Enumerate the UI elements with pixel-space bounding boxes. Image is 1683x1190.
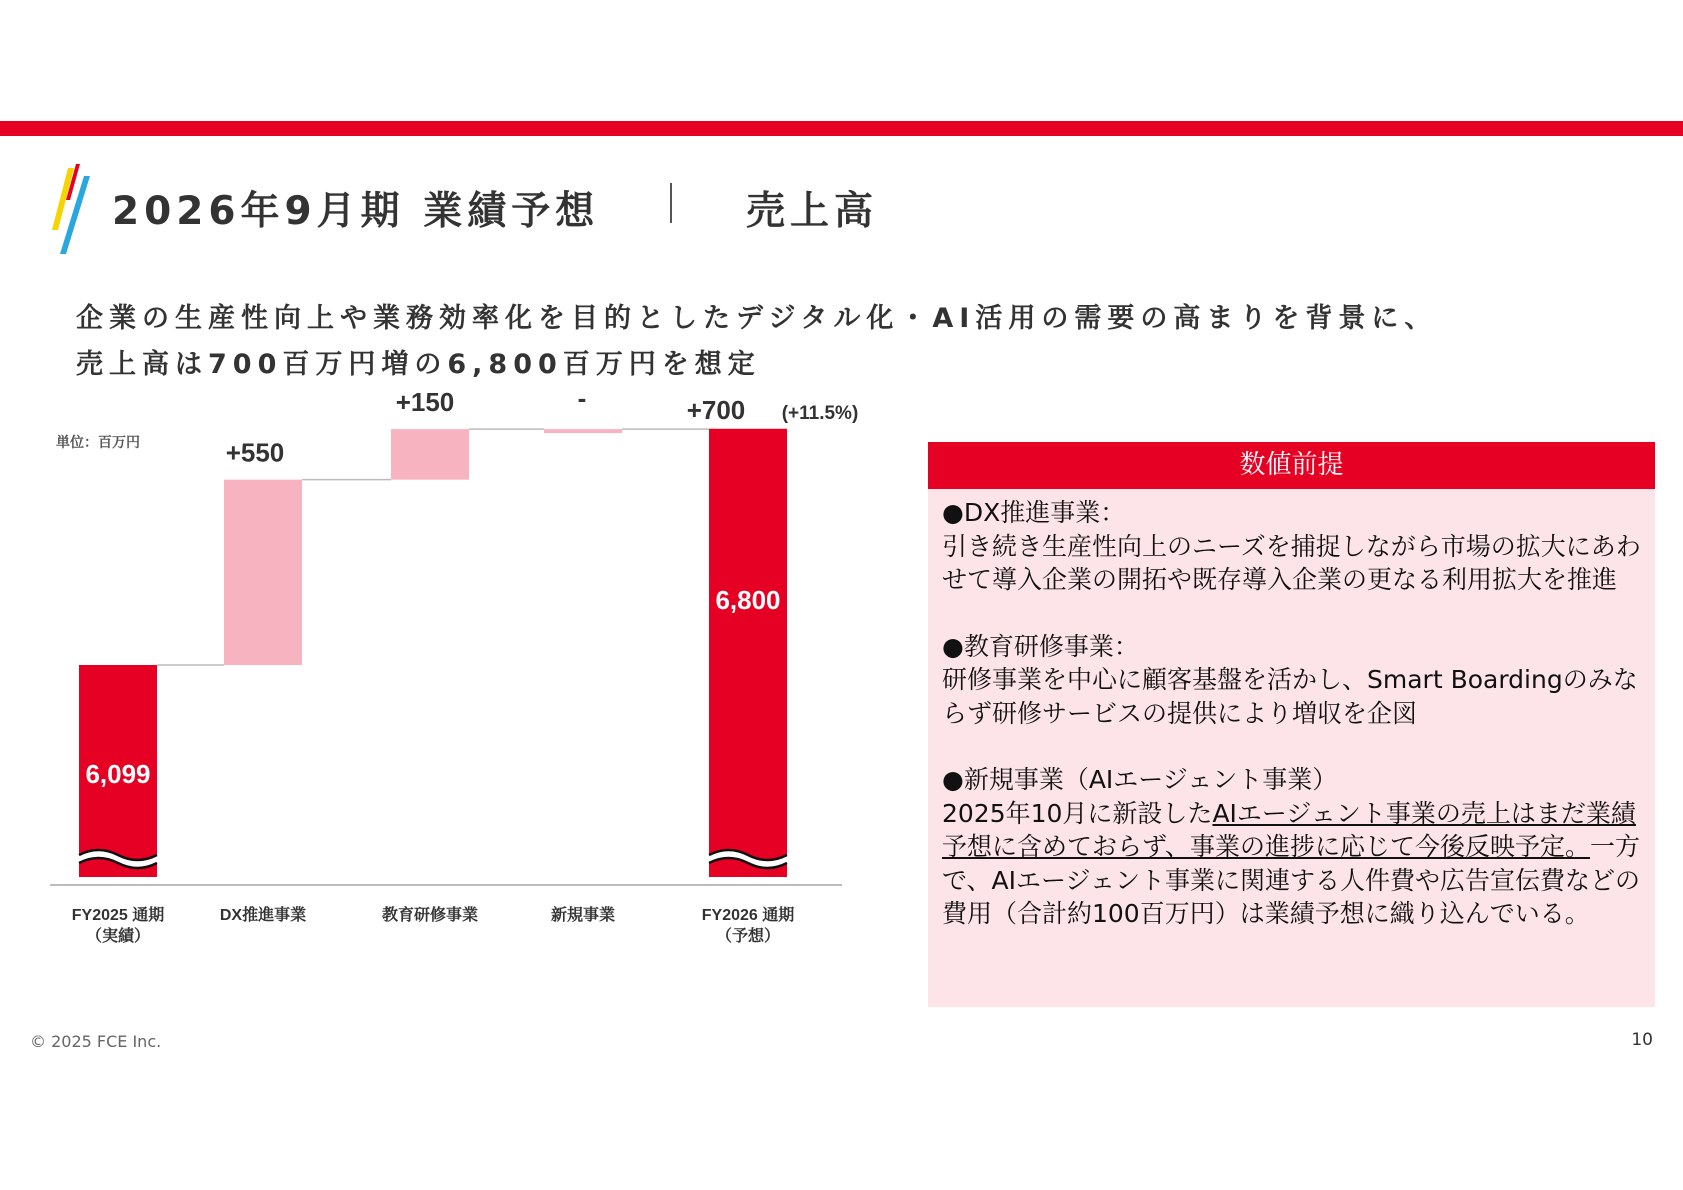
category-label-1: DX推進事業 — [219, 907, 307, 924]
dx-title: ●DX推進事業： — [942, 498, 1126, 527]
copyright: © 2025 FCE Inc. — [30, 1032, 162, 1051]
edu-title: ●教育研修事業： — [942, 631, 1139, 661]
top-accent-bar — [0, 121, 1683, 136]
new-title: ●新規事業（AIエージェント事業） — [942, 765, 1338, 794]
data-label-2: +150 — [395, 387, 455, 418]
dx-body: 引き続き生産性向上のニーズを捕捉しながら市場の拡大にあわせて導入企業の開拓や既存導入企業の更なる利用拡大を推進 — [942, 531, 1641, 594]
unit-label: 単位：百万円 — [56, 435, 140, 451]
bar-1 — [224, 480, 302, 665]
bar-3 — [544, 429, 622, 433]
title-divider — [670, 183, 672, 223]
bar-4 — [709, 429, 787, 877]
brand-logo-icon — [40, 160, 100, 256]
lead-text — [76, 296, 1437, 388]
assumptions-text — [942, 496, 1648, 931]
page-subtitle: 売上高 — [746, 189, 879, 234]
page-title: 2026年9月期 業績予想 — [112, 189, 600, 234]
total-change-label: +700 — [686, 394, 746, 425]
data-label-1: +550 — [225, 437, 285, 468]
category-label-4: FY2026 通期 — [701, 907, 795, 924]
new-body-post: 一方で、AIエージェント事業に関連する人件費や広告宣伝費などの費用（合計約100百万円）は業績予想に織り込んでいる。 — [942, 832, 1641, 928]
new-body-underlined: AIエージェント事業の売上はまだ業績予想に含めておらず、事業の進捗に応じて今後反映予定。 — [942, 798, 1636, 861]
category-label-0: （実績） — [85, 928, 151, 945]
new-body-pre: 2025年10月に新設した — [942, 798, 1213, 828]
assumptions-heading: 数値前提 — [928, 442, 1655, 489]
lead-line-2: 売上高は700百万円増の6,800百万円を想定 — [76, 349, 761, 380]
total-change-percent: (+11.5%) — [781, 402, 859, 424]
new-body — [942, 797, 1648, 931]
lead-line-1: 企業の生産性向上や業務効率化を目的としたデジタル化・AI活用の需要の高まりを背景に、 — [76, 303, 1438, 334]
category-label-0: FY2025 通期 — [71, 907, 165, 924]
data-label-4: 6,800 — [715, 584, 781, 615]
category-label-4: （予想） — [715, 928, 781, 945]
bar-2 — [391, 429, 469, 480]
page-number: 10 — [1631, 1030, 1653, 1050]
category-label-3: 新規事業 — [550, 907, 616, 924]
edu-body: 研修事業を中心に顧客基盤を活かし、Smart Boardingのみならず研修サービスの提供により増収を企図 — [942, 665, 1638, 728]
data-label-0: 6,099 — [85, 759, 151, 789]
category-label-2: 教育研修事業 — [381, 907, 479, 924]
data-label-3: - — [577, 383, 587, 414]
